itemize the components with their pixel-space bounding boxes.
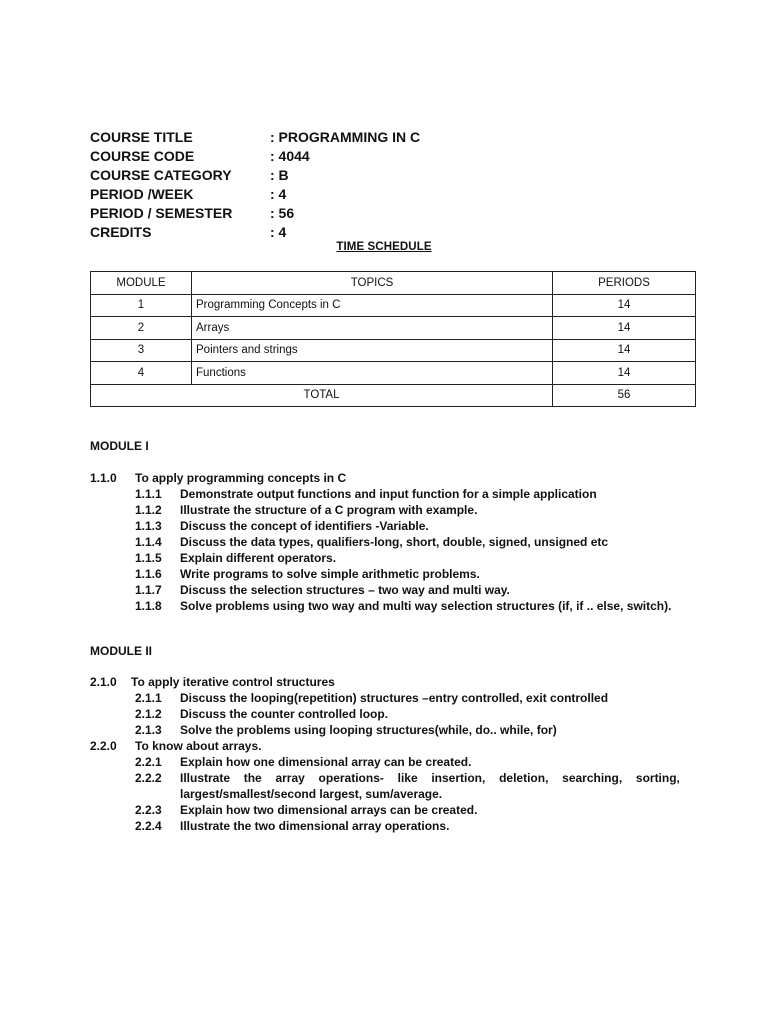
- course-category-label: COURSE CATEGORY: [90, 167, 232, 183]
- module-cell: 3: [91, 339, 192, 362]
- objective-1-1-0: [90, 470, 680, 486]
- list-item: [90, 706, 680, 722]
- course-code-label: COURSE CODE: [90, 148, 195, 164]
- justified-word: array: [275, 771, 305, 785]
- course-category-row: [90, 166, 420, 185]
- column-header-topics: TOPICS: [192, 272, 553, 295]
- period-semester-label: PERIOD / SEMESTER: [90, 205, 233, 221]
- table-row: [91, 317, 696, 340]
- period-semester-row: [90, 204, 420, 223]
- list-item: [90, 722, 680, 738]
- objective-text: To apply iterative control structures: [131, 675, 335, 689]
- objective-number: 2.2.0: [90, 739, 117, 753]
- period-week-value: : 4: [270, 186, 287, 202]
- item-text: Explain different operators.: [180, 551, 337, 565]
- item-text: Illustrate the two dimensional array operations.: [180, 819, 450, 833]
- module-1-outline: [90, 470, 680, 614]
- table-header-row: [91, 272, 696, 295]
- module-2-heading: MODULE II: [90, 644, 152, 658]
- list-item: [90, 582, 680, 598]
- item-text: Explain how two dimensional arrays can be created.: [180, 803, 478, 817]
- topic-cell: Arrays: [192, 317, 553, 340]
- item-number: 1.1.4: [135, 535, 162, 549]
- time-schedule-table: [90, 271, 696, 407]
- list-item: [90, 486, 680, 502]
- periods-cell: 14: [553, 362, 696, 385]
- item-text: Solve problems using two way and multi way selection structures (if, if .. else, switch).: [180, 599, 672, 613]
- justified-word: searching,: [562, 771, 623, 785]
- total-label: TOTAL: [91, 384, 553, 407]
- course-title-label: COURSE TITLE: [90, 129, 193, 145]
- item-number: 2.2.2: [135, 771, 162, 785]
- total-value: 56: [553, 384, 696, 407]
- objective-number: 2.1.0: [90, 675, 117, 689]
- item-text: Discuss the counter controlled loop.: [180, 707, 389, 721]
- period-week-row: [90, 185, 420, 204]
- module-2-outline: [90, 674, 680, 834]
- item-text: Discuss the concept of identifiers -Variable.: [180, 519, 429, 533]
- item-number: 1.1.3: [135, 519, 162, 533]
- item-number: 2.2.4: [135, 819, 162, 833]
- periods-cell: 14: [553, 294, 696, 317]
- list-item: [90, 818, 680, 834]
- justified-word: sorting,: [635, 771, 680, 785]
- course-title-value: : PROGRAMMING IN C: [270, 129, 421, 145]
- list-item: [90, 518, 680, 534]
- topic-cell: Pointers and strings: [192, 339, 553, 362]
- credits-label: CREDITS: [90, 224, 152, 240]
- item-text: Illustrate the structure of a C program with example.: [180, 503, 478, 517]
- list-item: [90, 754, 680, 770]
- item-text: Explain how one dimensional array can be created.: [180, 755, 472, 769]
- justified-word: Illustrate: [180, 771, 231, 785]
- topic-cell: Functions: [192, 362, 553, 385]
- module-cell: 1: [91, 294, 192, 317]
- list-item: [90, 566, 680, 582]
- period-semester-value: : 56: [270, 205, 295, 221]
- module-cell: 2: [91, 317, 192, 340]
- periods-cell: 14: [553, 339, 696, 362]
- course-info: [90, 128, 420, 242]
- list-item: [90, 690, 680, 706]
- item-text-justified: [180, 770, 680, 786]
- module-1-heading: MODULE I: [90, 439, 149, 453]
- credits-value: : 4: [270, 224, 287, 240]
- total-row: [91, 384, 696, 407]
- course-title-row: [90, 128, 420, 147]
- list-item: [90, 770, 680, 786]
- item-number: 1.1.1: [135, 487, 162, 501]
- item-text: Discuss the looping(repetition) structures –entry controlled, exit controlled: [180, 691, 609, 705]
- table-row: [91, 339, 696, 362]
- item-number: 1.1.6: [135, 567, 162, 581]
- course-code-row: [90, 147, 420, 166]
- module-cell: 4: [91, 362, 192, 385]
- course-code-value: : 4044: [270, 148, 310, 164]
- item-number: 1.1.5: [135, 551, 162, 565]
- list-item: [90, 502, 680, 518]
- course-category-value: : B: [270, 167, 289, 183]
- item-number: 2.1.1: [135, 691, 162, 705]
- objective-text: To apply programming concepts in C: [135, 471, 347, 485]
- justified-word: like: [397, 771, 418, 785]
- list-item: [90, 802, 680, 818]
- item-number: 2.1.2: [135, 707, 162, 721]
- table-row: [91, 362, 696, 385]
- list-item: [90, 550, 680, 566]
- time-schedule-title: TIME SCHEDULE: [336, 241, 432, 253]
- objective-text: To know about arrays.: [135, 739, 262, 753]
- period-week-label: PERIOD /WEEK: [90, 186, 194, 202]
- column-header-periods: PERIODS: [553, 272, 696, 295]
- item-number: 2.2.3: [135, 803, 162, 817]
- objective-number: 1.1.0: [90, 471, 117, 485]
- item-text: Solve the problems using looping structures(while, do.. while, for): [180, 723, 557, 737]
- topic-cell: Programming Concepts in C: [192, 294, 553, 317]
- item-text: Demonstrate output functions and input function for a simple application: [180, 487, 597, 501]
- objective-2-2-0: [90, 738, 680, 754]
- justified-word: operations-: [318, 771, 384, 785]
- column-header-module: MODULE: [91, 272, 192, 295]
- item-text: Write programs to solve simple arithmetic problems.: [180, 567, 480, 581]
- item-text: Discuss the selection structures – two way and multi way.: [180, 583, 510, 597]
- item-text: Discuss the data types, qualifiers-long, short, double, signed, unsigned etc: [180, 535, 609, 549]
- periods-cell: 14: [553, 317, 696, 340]
- item-number: 1.1.7: [135, 583, 162, 597]
- justified-word: deletion,: [499, 771, 549, 785]
- credits-row: [90, 223, 420, 242]
- objective-2-1-0: [90, 674, 680, 690]
- item-number: 2.1.3: [135, 723, 162, 737]
- item-number: 1.1.8: [135, 599, 162, 613]
- justified-word: the: [243, 771, 262, 785]
- item-number: 1.1.2: [135, 503, 162, 517]
- justified-word: insertion,: [431, 771, 486, 785]
- item-text-continuation: largest/smallest/second largest, sum/average.: [180, 787, 443, 801]
- list-item: [90, 534, 680, 550]
- table-row: [91, 294, 696, 317]
- item-number: 2.2.1: [135, 755, 162, 769]
- list-item: [90, 598, 680, 614]
